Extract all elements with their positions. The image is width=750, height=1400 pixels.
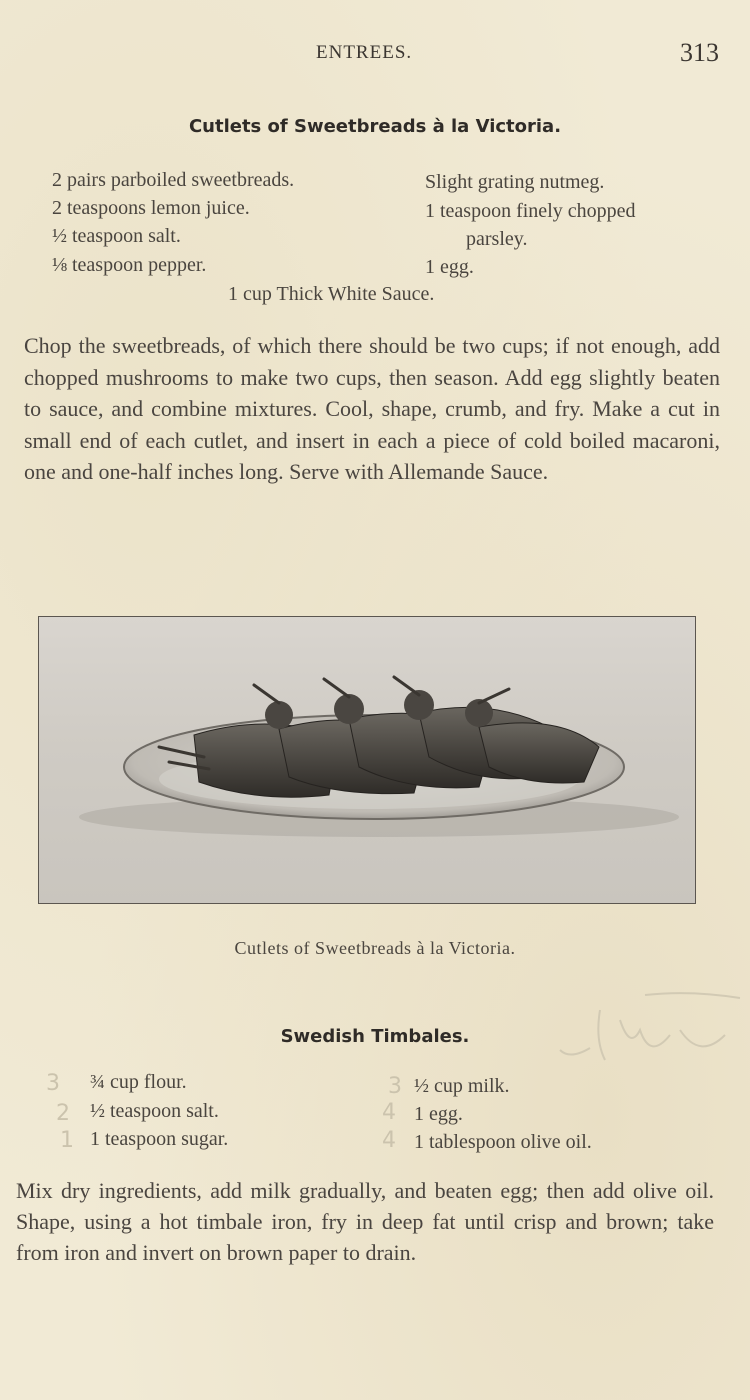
pencil-mark: 2 [56,1101,70,1126]
recipe-title-sweetbreads: Cutlets of Sweetbreads à la Victoria. [188,116,562,137]
ingredient-item: 1 egg. [414,1103,463,1125]
ingredient-item: 1 teaspoon sugar. [90,1128,229,1150]
recipe-title-swedish-timbales: Swedish Timbales. [280,1026,470,1047]
running-title: ENTREES. [316,42,413,63]
ingredient-item: 1 teaspoon finely chopped [425,200,636,222]
recipe-directions: Mix dry ingredients, add milk gradually, and beaten egg; then add olive oil. Shape, using a hot timbale iron, fry in deep fat until crisp and brown; take from iron and invert on brown paper to drain. [16,1178,714,1265]
photo-caption: Cutlets of Sweetbreads à la Victoria. [234,938,516,958]
ingredient-item: 1 egg. [425,256,474,278]
recipe-photo [38,616,696,904]
pencil-mark: 4 [382,1128,396,1153]
ingredient-item: 2 teaspoons lemon juice. [52,197,250,219]
recipe-directions: Chop the sweetbreads, of which there should be two cups; if not enough, add chopped mushrooms to make two cups, then season. Add egg slightly beaten to sauce, and combine mixtures. Cool, shape, crumb, and fry. Make a cut in small end of each cutlet, and insert in each a piece of cold boiled macaroni, one and one-half inches long. Serve with Allemande Sauce. [24,333,720,485]
ingredient-item: ½ teaspoon salt. [90,1100,219,1122]
plate-illustration [39,617,696,904]
ingredient-item: ¾ cup flour. [90,1071,187,1093]
ingredient-item: ⅛ teaspoon pepper. [52,254,207,276]
ingredient-item: ½ cup milk. [414,1075,510,1097]
pencil-mark: 3 [46,1071,60,1096]
ingredient-item: parsley. [466,228,528,250]
pencil-mark: 4 [382,1100,396,1125]
ingredient-item: 1 tablespoon olive oil. [414,1131,592,1153]
pencil-mark: 1 [60,1128,74,1153]
page-number: 313 [680,38,719,67]
ingredient-item: 2 pairs parboiled sweetbreads. [52,169,295,191]
ingredient-item: Slight grating nutmeg. [425,171,605,193]
ingredient-item: ½ teaspoon salt. [52,225,181,247]
page-header [0,36,750,76]
pencil-mark: 3 [388,1074,402,1099]
ingredient-item: 1 cup Thick White Sauce. [228,283,435,305]
